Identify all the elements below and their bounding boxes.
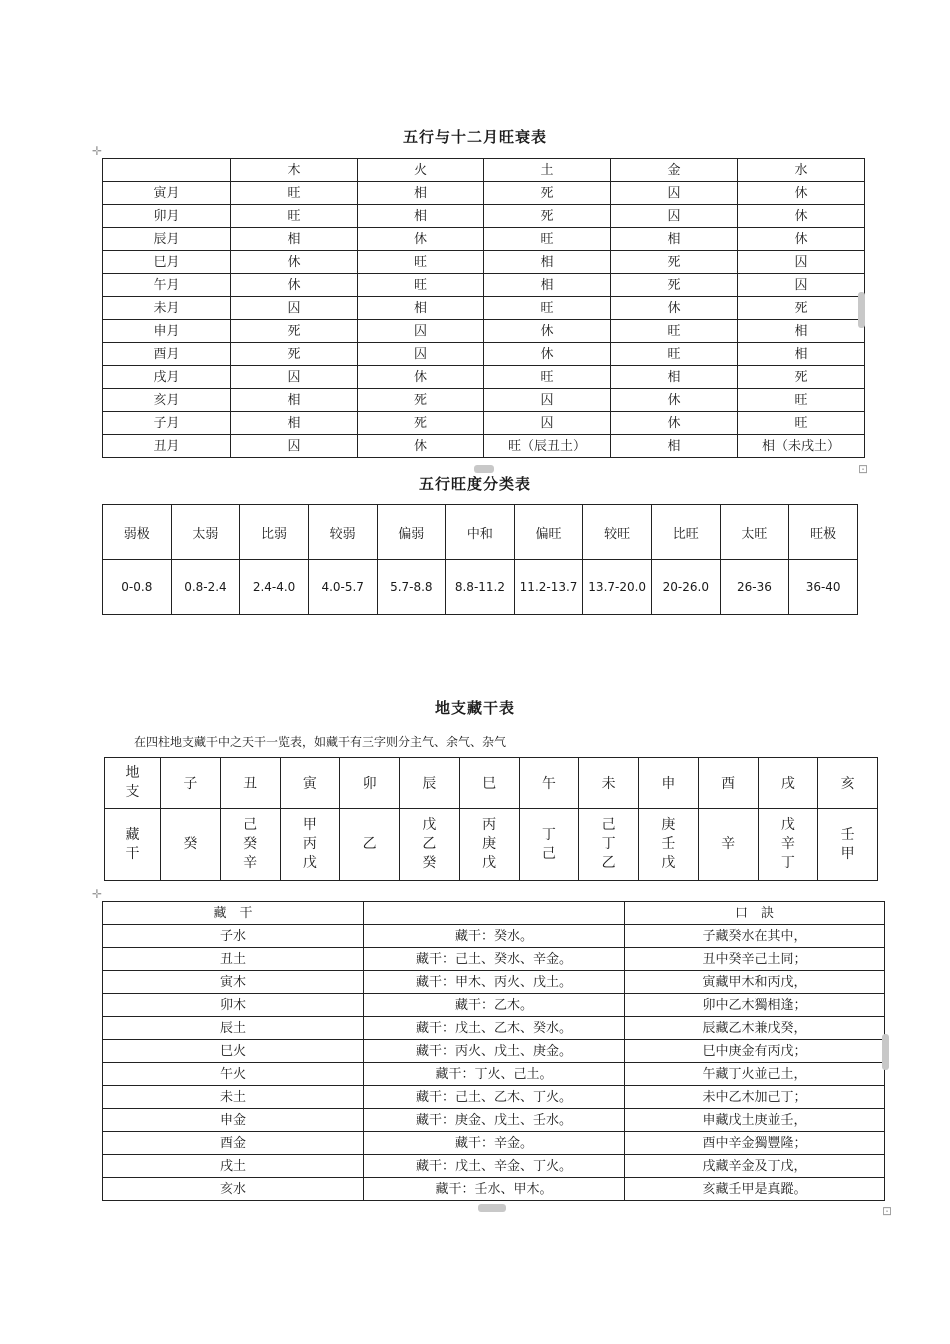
canggan-detail: 藏干：己土、乙木、丁火。 (364, 1086, 625, 1109)
month-label: 子月 (103, 412, 231, 435)
table3-title: 地支藏干表 (434, 699, 515, 717)
table-cell: 死 (611, 251, 738, 274)
table-cell: 休 (358, 228, 484, 251)
koujue-verse: 子藏癸水在其中， (625, 925, 885, 948)
strength-range: 36-40 (789, 560, 858, 615)
strength-label: 较旺 (583, 505, 652, 560)
table-row (103, 925, 885, 948)
dizhi-canggan-table (104, 757, 878, 881)
table-cell: 休 (738, 228, 865, 251)
branch-cell: 丑 (220, 758, 280, 809)
table-cell: 休 (611, 412, 738, 435)
table1-header-cell (103, 159, 231, 182)
strength-label: 较弱 (308, 505, 377, 560)
month-label: 酉月 (103, 343, 231, 366)
table-cell: 相 (484, 274, 611, 297)
table-cell: 休 (611, 389, 738, 412)
table-cell: 旺 (484, 297, 611, 320)
canggan-detail: 藏干：己土、癸水、辛金。 (364, 948, 625, 971)
table2-title: 五行旺度分类表 (418, 475, 531, 493)
side-handle[interactable] (858, 292, 865, 328)
strength-label: 太旺 (720, 505, 789, 560)
branch-element: 子水 (103, 925, 364, 948)
table-cell: 相 (738, 343, 865, 366)
hidden-stem-cell (519, 809, 579, 881)
strength-range: 0-0.8 (103, 560, 172, 615)
strength-range: 8.8-11.2 (446, 560, 515, 615)
table-corner-handle-icon[interactable]: ⊡ (858, 462, 869, 476)
branch-element: 酉金 (103, 1132, 364, 1155)
table1-header-cell: 水 (738, 159, 865, 182)
table3-branch-row (105, 758, 878, 809)
strength-range: 13.7-20.0 (583, 560, 652, 615)
hidden-stem-cell (639, 809, 699, 881)
table-cell: 死 (738, 297, 865, 320)
hidden-stem-cell-text: 乙 (362, 836, 377, 852)
table-row (103, 182, 865, 205)
table-resize-handle-2[interactable] (478, 1204, 506, 1212)
strength-range: 2.4-4.0 (240, 560, 309, 615)
table-cell: 相 (358, 205, 484, 228)
table1-header-cell: 土 (484, 159, 611, 182)
table-cell: 休 (738, 182, 865, 205)
table-cell: 旺 (738, 389, 865, 412)
table-cell: 相 (358, 182, 484, 205)
table-cell: 旺 (738, 412, 865, 435)
table-cell: 旺（辰丑土） (484, 435, 611, 458)
branch-element: 午火 (103, 1063, 364, 1086)
table4-header-cell: 口 訣 (625, 902, 885, 925)
branch-cell: 巳 (459, 758, 519, 809)
hidden-stem-cell-text: 戊辛丁 (780, 817, 795, 871)
table-move-handle-icon[interactable]: ✛ (92, 144, 103, 158)
hidden-stem-cell (459, 809, 519, 881)
table-row (103, 1017, 885, 1040)
hidden-stem-cell-text: 丁己 (541, 826, 556, 862)
strength-label: 太弱 (171, 505, 240, 560)
branch-element: 卯木 (103, 994, 364, 1017)
hidden-stem-cell (758, 809, 818, 881)
koujue-verse: 寅藏甲木和丙戊， (625, 971, 885, 994)
month-label: 午月 (103, 274, 231, 297)
table-row (103, 320, 865, 343)
table-cell: 囚 (358, 320, 484, 343)
canggan-detail: 藏干：丙火、戊土、庚金。 (364, 1040, 625, 1063)
hidden-stem-cell (818, 809, 878, 881)
table-row (103, 366, 865, 389)
table-cell: 死 (231, 320, 358, 343)
hidden-stem-cell-text: 戊乙癸 (422, 817, 437, 871)
table-row (103, 1063, 885, 1086)
branch-element: 戌土 (103, 1155, 364, 1178)
row-label-dizhi (105, 758, 161, 809)
table-row (103, 1040, 885, 1063)
table3-hidden-row (105, 809, 878, 881)
table-cell: 死 (484, 205, 611, 228)
table-cell: 死 (358, 412, 484, 435)
row-label-dizhi-text: 地支 (125, 765, 140, 800)
hidden-stem-cell-text: 辛 (721, 836, 736, 852)
hidden-stem-cell-text: 甲丙戊 (302, 817, 317, 871)
canggan-koujue-table (102, 901, 885, 1201)
canggan-detail: 藏干：乙木。 (364, 994, 625, 1017)
table-cell: 相 (484, 251, 611, 274)
hidden-stem-cell (161, 809, 221, 881)
table-cell: 囚 (738, 274, 865, 297)
koujue-verse: 未中乙木加己丁； (625, 1086, 885, 1109)
table-cell: 旺 (358, 251, 484, 274)
table-cell: 相 (231, 412, 358, 435)
table-cell: 死 (484, 182, 611, 205)
table-row (103, 948, 885, 971)
table-cell: 死 (611, 274, 738, 297)
strength-label: 偏弱 (377, 505, 446, 560)
strength-label: 旺极 (789, 505, 858, 560)
table-corner-handle-icon-2[interactable]: ⊡ (882, 1204, 893, 1218)
table-row (103, 205, 865, 228)
table4-header-cell (364, 902, 625, 925)
strength-label: 偏旺 (514, 505, 583, 560)
table-cell: 旺 (611, 320, 738, 343)
strength-range: 0.8-2.4 (171, 560, 240, 615)
month-label: 未月 (103, 297, 231, 320)
branch-cell: 酉 (698, 758, 758, 809)
table1-header-row (103, 159, 865, 182)
branch-element: 巳火 (103, 1040, 364, 1063)
table-row (103, 343, 865, 366)
table-row (103, 1132, 885, 1155)
table-cell: 囚 (611, 205, 738, 228)
wuxing-strength-table (102, 504, 858, 615)
strength-range: 5.7-8.8 (377, 560, 446, 615)
table-row (103, 1109, 885, 1132)
table1-header-cell: 火 (358, 159, 484, 182)
table-row (103, 412, 865, 435)
hidden-stem-cell (220, 809, 280, 881)
hidden-stem-cell (400, 809, 460, 881)
table-row (103, 1178, 885, 1201)
table-cell: 囚 (231, 435, 358, 458)
table-cell: 休 (484, 320, 611, 343)
strength-range: 20-26.0 (652, 560, 721, 615)
koujue-verse: 巳中庚金有丙戊； (625, 1040, 885, 1063)
table-row (103, 228, 865, 251)
table-cell: 死 (231, 343, 358, 366)
table-row (103, 274, 865, 297)
table-cell: 囚 (358, 343, 484, 366)
table-cell: 休 (231, 251, 358, 274)
row-label-canggan (105, 809, 161, 881)
branch-element: 未土 (103, 1086, 364, 1109)
table-row (103, 435, 865, 458)
table-row (103, 971, 885, 994)
table-cell: 旺 (484, 228, 611, 251)
table-cell: 相 (611, 366, 738, 389)
koujue-verse: 亥藏壬甲是真蹤。 (625, 1178, 885, 1201)
table-cell: 死 (738, 366, 865, 389)
month-label: 卯月 (103, 205, 231, 228)
table-cell: 休 (484, 343, 611, 366)
table-cell: 相 (231, 389, 358, 412)
canggan-detail: 藏干：庚金、戊土、壬水。 (364, 1109, 625, 1132)
branch-element: 辰土 (103, 1017, 364, 1040)
strength-label: 弱极 (103, 505, 172, 560)
branch-cell: 戌 (758, 758, 818, 809)
table1-header-cell: 木 (231, 159, 358, 182)
table-move-handle-icon-2[interactable]: ✛ (92, 887, 103, 901)
table-cell: 旺 (611, 343, 738, 366)
hidden-stem-cell (698, 809, 758, 881)
table1-header-cell: 金 (611, 159, 738, 182)
month-label: 丑月 (103, 435, 231, 458)
canggan-detail: 藏干：壬水、甲木。 (364, 1178, 625, 1201)
strength-label: 比旺 (652, 505, 721, 560)
table-cell: 休 (358, 435, 484, 458)
table-cell: 囚 (611, 182, 738, 205)
branch-cell: 午 (519, 758, 579, 809)
month-label: 巳月 (103, 251, 231, 274)
table-cell: 休 (358, 366, 484, 389)
table-cell: 囚 (484, 412, 611, 435)
koujue-verse: 酉中辛金獨豐隆； (625, 1132, 885, 1155)
hidden-stem-cell (340, 809, 400, 881)
table-cell: 囚 (484, 389, 611, 412)
table-cell: 相（未戌土） (738, 435, 865, 458)
koujue-verse: 辰藏乙木兼戊癸， (625, 1017, 885, 1040)
table-cell: 相 (358, 297, 484, 320)
strength-range: 4.0-5.7 (308, 560, 377, 615)
strength-label: 中和 (446, 505, 515, 560)
canggan-detail: 藏干：戊土、乙木、癸水。 (364, 1017, 625, 1040)
month-label: 寅月 (103, 182, 231, 205)
table-cell: 囚 (738, 251, 865, 274)
table-cell: 相 (611, 435, 738, 458)
branch-cell: 卯 (340, 758, 400, 809)
hidden-stem-cell-text: 己丁乙 (601, 817, 616, 871)
branch-cell: 寅 (280, 758, 340, 809)
table-row (103, 389, 865, 412)
hidden-stem-cell-text: 丙庚戊 (482, 817, 497, 871)
table-cell: 旺 (231, 182, 358, 205)
table4-header-row (103, 902, 885, 925)
table2-label-row (103, 505, 858, 560)
table-cell: 休 (611, 297, 738, 320)
month-label: 亥月 (103, 389, 231, 412)
branch-element: 丑土 (103, 948, 364, 971)
canggan-detail: 藏干：戊土、辛金、丁火。 (364, 1155, 625, 1178)
hidden-stem-cell-text: 壬甲 (840, 826, 855, 862)
table2-range-row (103, 560, 858, 615)
table-cell: 旺 (358, 274, 484, 297)
wuxing-month-table (102, 158, 865, 458)
table-row (103, 994, 885, 1017)
table-row (103, 1155, 885, 1178)
month-label: 戌月 (103, 366, 231, 389)
table-row (103, 251, 865, 274)
koujue-verse: 卯中乙木獨相逢； (625, 994, 885, 1017)
table-cell: 相 (611, 228, 738, 251)
strength-range: 11.2-13.7 (514, 560, 583, 615)
table-row (103, 1086, 885, 1109)
canggan-detail: 藏干：甲木、丙火、戊土。 (364, 971, 625, 994)
row-label-canggan-text: 藏干 (125, 826, 140, 862)
branch-cell: 子 (161, 758, 221, 809)
hidden-stem-cell-text: 己癸辛 (243, 817, 258, 871)
canggan-detail: 藏干：癸水。 (364, 925, 625, 948)
branch-cell: 未 (579, 758, 639, 809)
koujue-verse: 申藏戊土庚並壬， (625, 1109, 885, 1132)
hidden-stem-cell (280, 809, 340, 881)
table-cell: 相 (738, 320, 865, 343)
branch-element: 亥水 (103, 1178, 364, 1201)
table-resize-handle[interactable] (474, 465, 494, 473)
table4-header-cell: 藏 干 (103, 902, 364, 925)
table-row (103, 297, 865, 320)
koujue-verse: 午藏丁火並己土， (625, 1063, 885, 1086)
canggan-detail: 藏干：辛金。 (364, 1132, 625, 1155)
hidden-stem-cell (579, 809, 639, 881)
strength-range: 26-36 (720, 560, 789, 615)
table3-note: 在四柱地支藏干中之天干一览表，如藏干有三字则分主气、余气、杂气 (134, 735, 507, 749)
hidden-stem-cell-text: 癸 (183, 836, 198, 852)
table-cell: 囚 (231, 366, 358, 389)
month-label: 辰月 (103, 228, 231, 251)
strength-label: 比弱 (240, 505, 309, 560)
table-cell: 休 (231, 274, 358, 297)
table-cell: 相 (231, 228, 358, 251)
table-cell: 旺 (484, 366, 611, 389)
branch-element: 寅木 (103, 971, 364, 994)
table-cell: 旺 (231, 205, 358, 228)
branch-cell: 亥 (818, 758, 878, 809)
branch-cell: 申 (639, 758, 699, 809)
branch-cell: 辰 (400, 758, 460, 809)
branch-element: 申金 (103, 1109, 364, 1132)
hidden-stem-cell-text: 庚壬戊 (661, 817, 676, 871)
koujue-verse: 戌藏辛金及丁戊， (625, 1155, 885, 1178)
table-cell: 休 (738, 205, 865, 228)
canggan-detail: 藏干：丁火、己土。 (364, 1063, 625, 1086)
koujue-verse: 丑中癸辛己土同； (625, 948, 885, 971)
side-handle-2[interactable] (882, 1034, 889, 1070)
table1-title: 五行与十二月旺衰表 (402, 128, 547, 146)
table-cell: 囚 (231, 297, 358, 320)
month-label: 申月 (103, 320, 231, 343)
table-cell: 死 (358, 389, 484, 412)
